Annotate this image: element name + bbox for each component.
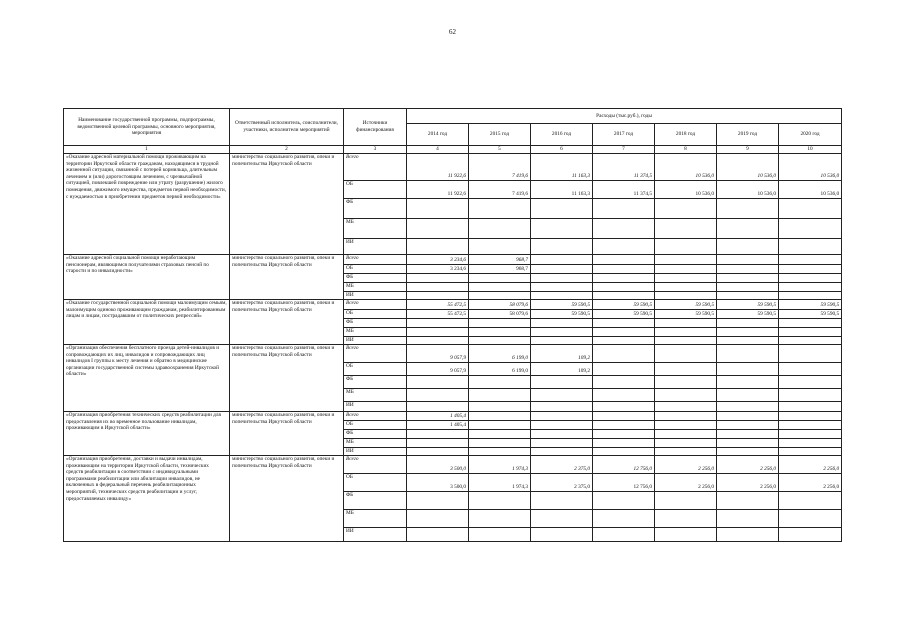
- expense-value: [593, 528, 655, 542]
- expense-value: [407, 389, 469, 402]
- expense-value: 10 536,0: [655, 181, 717, 199]
- expense-value: 11 922,6: [407, 181, 469, 199]
- expense-value: [779, 274, 842, 283]
- expense-value: [593, 265, 655, 274]
- expense-value: [655, 402, 717, 412]
- expense-value: 11 922,6: [407, 154, 469, 181]
- expense-value: [717, 412, 779, 421]
- expense-value: 1 405,4: [407, 412, 469, 421]
- expense-value: [593, 219, 655, 239]
- header-row: [64, 109, 842, 124]
- expense-value: [531, 219, 593, 239]
- expense-value: 10 536,0: [655, 154, 717, 181]
- expense-value: [655, 376, 717, 389]
- expense-value: [531, 389, 593, 402]
- expense-value: [655, 319, 717, 328]
- funding-source: МБ: [344, 439, 407, 448]
- expense-value: 10 536,0: [779, 154, 842, 181]
- funding-source: ФБ: [344, 430, 407, 439]
- expense-value: [717, 402, 779, 412]
- budget-table: [63, 108, 842, 542]
- expense-value: [779, 328, 842, 337]
- expense-value: [779, 337, 842, 345]
- expense-value: [655, 363, 717, 376]
- measure-name: «Оказание адресной материальной помощи проживающим на территории Иркутской области гражданам, находящимся в трудной жизненной ситуации, связанной с потерей кормильца, длительным лечением и (или) дорогостоящим лечением, с чрезвычайной ситуацией, повлекшей повреждение или утрату (разрушение) жилого помещения, движимого имущества, предметов первой необходимости, с нуждаемостью в приобретении предметов первой необходимости»: [64, 154, 230, 255]
- expense-value: 968,7: [469, 255, 531, 265]
- expense-value: [655, 492, 717, 510]
- expense-value: [407, 402, 469, 412]
- column-number: 8: [655, 146, 717, 154]
- expense-value: 3 234,6: [407, 265, 469, 274]
- measure-executor: министерство социального развития, опеки и попечительства Иркутской области: [230, 345, 344, 412]
- expense-value: [779, 389, 842, 402]
- column-number: 1: [64, 146, 230, 154]
- expense-value: 55 472,5: [407, 300, 469, 310]
- expense-value: [779, 412, 842, 421]
- expense-value: [655, 439, 717, 448]
- expense-value: [717, 283, 779, 292]
- expense-value: 3 500,0: [407, 456, 469, 474]
- measure-name: «Организация обеспечения бесплатного проезда детей-инвалидов и сопровождающих их лиц, инвалидов и сопровождающих лиц инвалидов I группы к месту лечения и обратно в медицинские организации государственной системы здравоохранения Иркутской области»: [64, 345, 230, 412]
- expense-value: [717, 448, 779, 456]
- funding-source: ИИ: [344, 528, 407, 542]
- expense-value: [779, 265, 842, 274]
- expense-value: 2 256,0: [779, 456, 842, 474]
- expense-value: 10 536,0: [717, 154, 779, 181]
- expense-value: [717, 199, 779, 219]
- expense-value: 7 419,6: [469, 181, 531, 199]
- expense-value: [593, 510, 655, 528]
- expense-value: 59 590,5: [655, 300, 717, 310]
- expense-value: 55 472,5: [407, 310, 469, 319]
- expense-value: [469, 492, 531, 510]
- expense-value: [531, 274, 593, 283]
- header-year: 2019 год: [717, 124, 779, 146]
- header-year: 2020 год: [779, 124, 842, 146]
- expense-value: [593, 492, 655, 510]
- header-year: 2018 год: [655, 124, 717, 146]
- expense-value: 109,2: [531, 345, 593, 363]
- expense-value: [531, 265, 593, 274]
- expense-value: [531, 492, 593, 510]
- expense-value: 6 199,0: [469, 363, 531, 376]
- funding-source: Всего: [344, 412, 407, 421]
- header-sources: Источники финансирования: [344, 109, 407, 146]
- funding-source: ОБ: [344, 421, 407, 430]
- expense-value: [531, 255, 593, 265]
- expense-value: 1 405,4: [407, 421, 469, 430]
- funding-source: ФБ: [344, 274, 407, 283]
- table-row: [64, 300, 842, 310]
- expense-value: 6 199,0: [469, 345, 531, 363]
- measure-executor: министерство социального развития, опеки и попечительства Иркутской области: [230, 456, 344, 542]
- expense-value: [717, 239, 779, 255]
- expense-value: 1 974,3: [469, 456, 531, 474]
- expense-value: [531, 292, 593, 300]
- expense-value: [717, 319, 779, 328]
- expense-value: 2 375,0: [531, 474, 593, 492]
- funding-source: Всего: [344, 456, 407, 474]
- expense-value: 58 079,6: [469, 300, 531, 310]
- table-row: [64, 345, 842, 363]
- expense-value: [593, 439, 655, 448]
- funding-source: ОБ: [344, 363, 407, 376]
- column-number: 5: [469, 146, 531, 154]
- expense-value: [469, 239, 531, 255]
- expense-value: 7 419,6: [469, 154, 531, 181]
- expense-value: 11 163,3: [531, 181, 593, 199]
- expense-value: [407, 239, 469, 255]
- expense-value: [655, 510, 717, 528]
- funding-source: ИИ: [344, 448, 407, 456]
- expense-value: 2 256,0: [655, 456, 717, 474]
- funding-source: МБ: [344, 389, 407, 402]
- expense-value: [593, 283, 655, 292]
- expense-value: [779, 199, 842, 219]
- expense-value: 59 590,5: [779, 300, 842, 310]
- funding-source: ИИ: [344, 292, 407, 300]
- header-expenses: Расходы (тыс.руб.), годы: [407, 109, 842, 124]
- expense-value: [531, 412, 593, 421]
- expense-value: [655, 283, 717, 292]
- expense-value: 58 079,6: [469, 310, 531, 319]
- expense-value: [655, 412, 717, 421]
- expense-value: [717, 528, 779, 542]
- page-number: 62: [449, 28, 456, 36]
- funding-source: Всего: [344, 345, 407, 363]
- funding-source: МБ: [344, 510, 407, 528]
- expense-value: 1 974,3: [469, 474, 531, 492]
- header-name: Наименование государственной программы, подпрограммы, ведомственной целевой программы, основного мероприятия, мероприятия: [64, 109, 230, 146]
- expense-value: [469, 274, 531, 283]
- expense-value: [717, 389, 779, 402]
- expense-value: [469, 412, 531, 421]
- expense-value: 59 590,5: [717, 300, 779, 310]
- expense-value: [779, 421, 842, 430]
- expense-value: [593, 402, 655, 412]
- expense-value: 2 256,0: [717, 474, 779, 492]
- expense-value: [469, 528, 531, 542]
- funding-source: МБ: [344, 328, 407, 337]
- expense-value: [531, 528, 593, 542]
- expense-value: [469, 283, 531, 292]
- header-year: 2015 год: [469, 124, 531, 146]
- expense-value: [469, 319, 531, 328]
- expense-value: 59 590,5: [593, 300, 655, 310]
- expense-value: [655, 345, 717, 363]
- column-number: 3: [344, 146, 407, 154]
- expense-value: [531, 430, 593, 439]
- expense-value: [407, 319, 469, 328]
- funding-source: Всего: [344, 300, 407, 310]
- expense-value: 3 234,6: [407, 255, 469, 265]
- expense-value: [469, 389, 531, 402]
- expense-value: [469, 219, 531, 239]
- expense-value: [469, 448, 531, 456]
- column-number: 6: [531, 146, 593, 154]
- table-row: [64, 154, 842, 181]
- expense-value: [469, 439, 531, 448]
- expense-value: [655, 337, 717, 345]
- expense-value: [655, 239, 717, 255]
- funding-source: ИИ: [344, 402, 407, 412]
- expense-value: [469, 402, 531, 412]
- expense-value: [717, 430, 779, 439]
- expense-value: 10 536,0: [779, 181, 842, 199]
- expense-value: [531, 283, 593, 292]
- expense-value: [779, 283, 842, 292]
- expense-value: 2 256,0: [655, 474, 717, 492]
- expense-value: [469, 199, 531, 219]
- expense-value: [593, 239, 655, 255]
- expense-value: [779, 430, 842, 439]
- expense-value: [407, 292, 469, 300]
- expense-value: [469, 337, 531, 345]
- expense-value: [717, 439, 779, 448]
- expense-value: 59 590,5: [531, 310, 593, 319]
- expense-value: 10 536,0: [717, 181, 779, 199]
- header-year: 2017 год: [593, 124, 655, 146]
- expense-value: 11 374,5: [593, 154, 655, 181]
- expense-value: [779, 402, 842, 412]
- expense-value: [717, 219, 779, 239]
- expense-value: [407, 376, 469, 389]
- expense-value: [531, 448, 593, 456]
- expense-value: [531, 337, 593, 345]
- expense-value: [593, 448, 655, 456]
- expense-value: [407, 430, 469, 439]
- expense-value: [593, 421, 655, 430]
- expense-value: [717, 363, 779, 376]
- expense-value: [779, 219, 842, 239]
- expense-value: [593, 389, 655, 402]
- measure-name: «Организация приобретения, доставки и выдачи инвалидам, проживающим на территории Иркутской области, технических средств реабилитации в соответствии с индивидуальными программами реабилитации или абилитации инвалидов, не включенных в федеральный перечень реабилитационных мероприятий, технических средств реабилитации и услуг, предоставляемых инвалиду»: [64, 456, 230, 542]
- expense-value: [407, 510, 469, 528]
- column-number: 10: [779, 146, 842, 154]
- measure-executor: министерство социального развития, опеки и попечительства Иркутской области: [230, 154, 344, 255]
- expense-value: [469, 292, 531, 300]
- funding-source: Всего: [344, 154, 407, 181]
- expense-value: 11 374,5: [593, 181, 655, 199]
- expense-value: [531, 199, 593, 219]
- expense-value: [469, 421, 531, 430]
- table-row: [64, 255, 842, 265]
- expense-value: [717, 492, 779, 510]
- expense-value: 11 163,3: [531, 154, 593, 181]
- expense-value: [779, 255, 842, 265]
- expense-value: [655, 292, 717, 300]
- expense-value: [531, 376, 593, 389]
- expense-value: 968,7: [469, 265, 531, 274]
- funding-source: ОБ: [344, 310, 407, 319]
- funding-source: Всего: [344, 255, 407, 265]
- expense-value: 59 590,5: [717, 310, 779, 319]
- expense-value: [655, 448, 717, 456]
- expense-value: [593, 319, 655, 328]
- expense-value: 3 500,0: [407, 474, 469, 492]
- column-number-row: [64, 146, 842, 154]
- expense-value: [717, 345, 779, 363]
- expense-value: [531, 328, 593, 337]
- expense-value: [717, 376, 779, 389]
- expense-value: [593, 412, 655, 421]
- expense-value: 9 057,9: [407, 363, 469, 376]
- expense-value: [531, 421, 593, 430]
- expense-value: [717, 421, 779, 430]
- expense-value: [531, 439, 593, 448]
- expense-value: [779, 319, 842, 328]
- measure-executor: министерство социального развития, опеки и попечительства Иркутской области: [230, 412, 344, 456]
- expense-value: [593, 430, 655, 439]
- expense-value: [655, 528, 717, 542]
- expense-value: [779, 448, 842, 456]
- expense-value: [593, 337, 655, 345]
- expense-value: [779, 510, 842, 528]
- funding-source: МБ: [344, 283, 407, 292]
- expense-value: 59 590,5: [593, 310, 655, 319]
- funding-source: ОБ: [344, 181, 407, 199]
- funding-source: ИИ: [344, 337, 407, 345]
- expense-value: 2 256,0: [717, 456, 779, 474]
- expense-value: [655, 389, 717, 402]
- funding-source: ФБ: [344, 199, 407, 219]
- expense-value: 59 590,5: [531, 300, 593, 310]
- funding-source: ОБ: [344, 474, 407, 492]
- expense-value: [717, 510, 779, 528]
- column-number: 2: [230, 146, 344, 154]
- expense-value: [655, 430, 717, 439]
- expense-value: [407, 274, 469, 283]
- expense-value: [717, 328, 779, 337]
- funding-source: ОБ: [344, 265, 407, 274]
- funding-source: ФБ: [344, 319, 407, 328]
- expense-value: [779, 528, 842, 542]
- expense-value: [407, 337, 469, 345]
- expense-value: 12 756,0: [593, 474, 655, 492]
- expense-value: 109,2: [531, 363, 593, 376]
- expense-value: [593, 274, 655, 283]
- expense-value: [655, 274, 717, 283]
- expense-value: 59 590,5: [655, 310, 717, 319]
- expense-value: [593, 328, 655, 337]
- expense-value: [407, 448, 469, 456]
- column-number: 4: [407, 146, 469, 154]
- column-number: 7: [593, 146, 655, 154]
- expense-value: [779, 292, 842, 300]
- expense-value: [469, 328, 531, 337]
- column-number: 9: [717, 146, 779, 154]
- expense-value: [593, 376, 655, 389]
- expense-value: 2 256,0: [779, 474, 842, 492]
- expense-value: [779, 239, 842, 255]
- expense-value: [779, 376, 842, 389]
- measure-name: «Оказание государственной социальной помощи малоимущим семьям, малоимущим одиноко проживающим гражданам, реабилитированным лицам и лицам, пострадавшим от политических репрессий»: [64, 300, 230, 345]
- expense-value: [407, 492, 469, 510]
- expense-value: 59 590,5: [779, 310, 842, 319]
- expense-value: [779, 363, 842, 376]
- expense-value: 2 375,0: [531, 456, 593, 474]
- expense-value: [717, 265, 779, 274]
- expense-value: [531, 239, 593, 255]
- expense-value: [717, 255, 779, 265]
- funding-source: ФБ: [344, 492, 407, 510]
- header-year: 2016 год: [531, 124, 593, 146]
- measure-name: «Оказание адресной социальной помощи неработающим пенсионерам, являющимся получателями страховых пенсий по старости и по инвалидности»: [64, 255, 230, 300]
- expense-value: [407, 219, 469, 239]
- expense-value: [407, 528, 469, 542]
- expense-value: [655, 255, 717, 265]
- expense-value: [593, 255, 655, 265]
- expense-value: [717, 337, 779, 345]
- expense-value: [469, 376, 531, 389]
- expense-value: [779, 439, 842, 448]
- expense-value: [655, 199, 717, 219]
- funding-source: МБ: [344, 219, 407, 239]
- expense-value: [531, 319, 593, 328]
- expense-value: [593, 292, 655, 300]
- header-executor: Ответственный исполнитель, соисполнители, участники, исполнители мероприятий: [230, 109, 344, 146]
- measure-name: «Организация приобретения технических средств реабилитации для предоставления их во временное пользование инвалидам, проживающим в Иркутской области»: [64, 412, 230, 456]
- expense-value: [779, 345, 842, 363]
- expense-value: 12 756,0: [593, 456, 655, 474]
- expense-value: [407, 199, 469, 219]
- expense-value: [655, 421, 717, 430]
- measure-executor: министерство социального развития, опеки и попечительства Иркутской области: [230, 300, 344, 345]
- measure-executor: министерство социального развития, опеки и попечительства Иркутской области: [230, 255, 344, 300]
- expense-value: [407, 328, 469, 337]
- expense-value: 9 057,9: [407, 345, 469, 363]
- expense-value: [593, 199, 655, 219]
- funding-source: ФБ: [344, 376, 407, 389]
- expense-value: [593, 363, 655, 376]
- funding-source: ИИ: [344, 239, 407, 255]
- expense-value: [531, 510, 593, 528]
- expense-value: [655, 265, 717, 274]
- expense-value: [655, 328, 717, 337]
- table-row: [64, 456, 842, 474]
- expense-value: [469, 430, 531, 439]
- table-row: [64, 412, 842, 421]
- expense-value: [717, 274, 779, 283]
- expense-value: [717, 292, 779, 300]
- header-year: 2014 год: [407, 124, 469, 146]
- expense-value: [469, 510, 531, 528]
- expense-value: [593, 345, 655, 363]
- expense-value: [655, 219, 717, 239]
- expense-value: [407, 439, 469, 448]
- expense-value: [531, 402, 593, 412]
- expense-value: [779, 492, 842, 510]
- expense-value: [407, 283, 469, 292]
